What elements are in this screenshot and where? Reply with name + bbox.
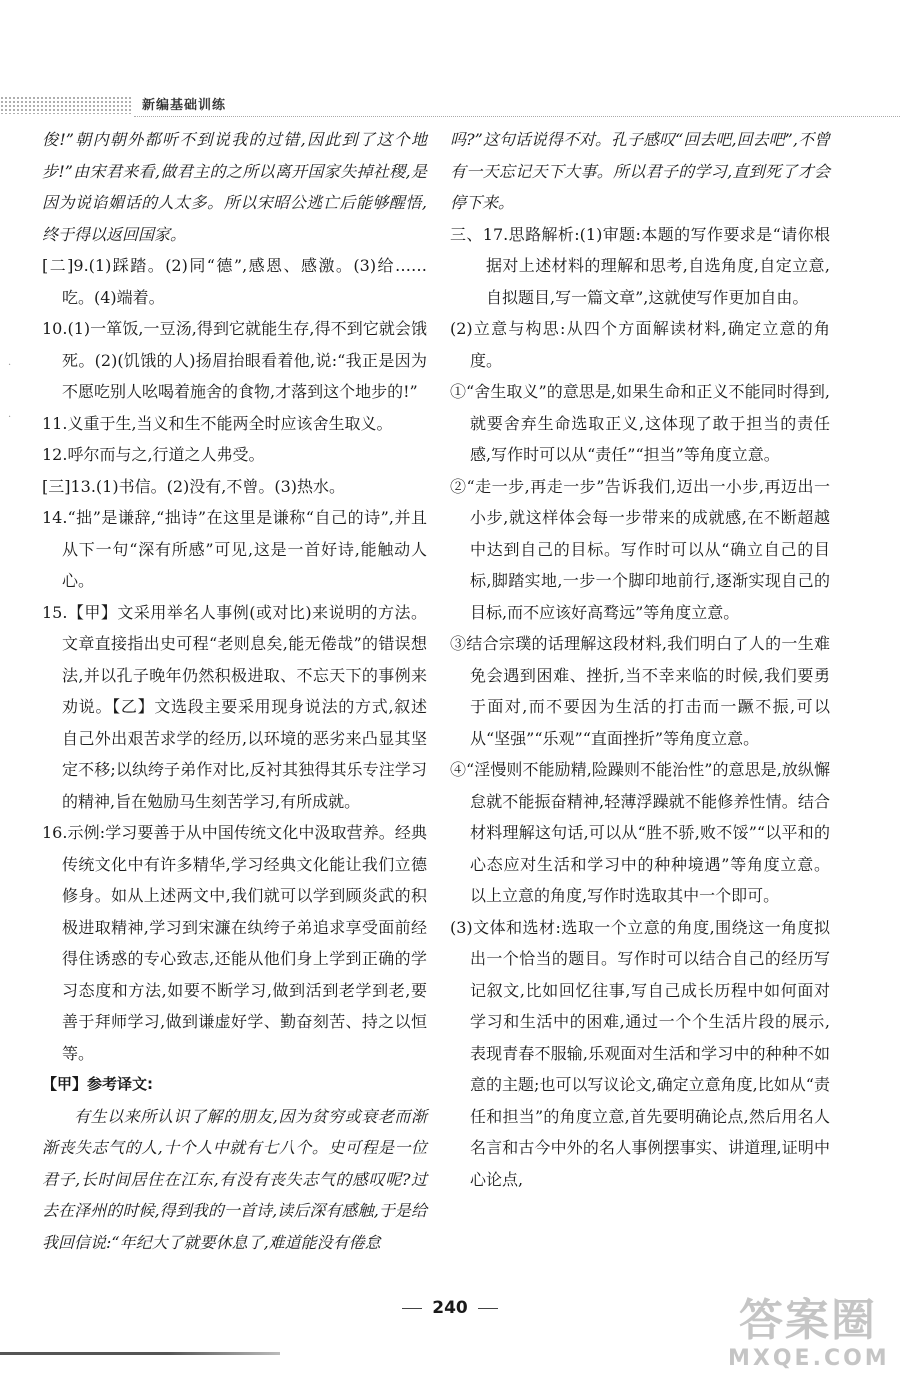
paragraph: 15.【甲】文采用举名人事例(或对比)来说明的方法。文章直接指出史可程“老则息矣,能无倦哉”的错误想法,并以孔子晚年仍然积极进取、不忘天下的事例来劝说。【乙】文选段主要采用现身说法的方式,叙述自己外出艰苦求学的经历,以环境的恶劣来凸显其坚定不移;以纨绔子弟作对比,反衬其独得其乐专注学习的精神,旨在勉励马生刻苦学习,有所成就。 [42, 602, 427, 811]
watermark-line1: 答案圈 [739, 1295, 877, 1346]
paragraph: 10.(1)一箪饭,一豆汤,得到它就能生存,得不到它就会饿死。(2)(饥饿的人)扬眉抬眼看着他,说:“我正是因为不愿吃别人吆喝着施舍的食物,才落到这个地步的!” [42, 319, 427, 401]
footer-bar [0, 1352, 280, 1355]
paragraph: 【甲】参考译文: [42, 1075, 153, 1093]
page-number-dash-right [478, 1308, 498, 1309]
paragraph: (2)立意与构思:从四个方面解读材料,确定立意的角度。 [450, 319, 830, 370]
header-band [0, 92, 900, 118]
paragraph: 12.呼尔而与之,行道之人弗受。 [42, 445, 265, 464]
paragraph: 吗?”这句话说得不对。孔子感叹“回去吧,回去吧”,不曾有一天忘记天下大事。所以君子的学习,直到死了才会停下来。 [450, 130, 830, 212]
paragraph: [二]9.(1)踩踏。(2)同“德”,感恩、感激。(3)给……吃。(4)端着。 [42, 256, 427, 307]
paragraph: 有生以来所认识了解的朋友,因为贫穷或衰老而渐渐丧失志气的人,十个人中就有七八个。史可程是一位君子,长时间居住在江东,有没有丧失志气的感叹呢?过去在泽州的时候,得到我的一首诗,读后深有感触,于是给我回信说:“年纪大了就要休息了,难道能没有倦怠 [42, 1106, 427, 1252]
paragraph: ③结合宗璞的话理解这段材料,我们明白了人的一生难免会遇到困难、挫折,当不幸来临的时候,我们要勇于面对,而不要因为生活的打击而一蹶不振,可以从“坚强”“乐观”“直面挫折”等角度立意。 [450, 634, 830, 748]
watermark-logo [728, 1296, 888, 1382]
header-dot-pattern [0, 96, 132, 114]
paragraph: 俊!”朝内朝外都听不到说我的过错,因此到了这个地步!”由宋君来看,做君主的之所以离开国家失掉社稷,是因为说谄媚话的人太多。所以宋昭公逃亡后能够醒悟,终于得以返回国家。 [42, 130, 427, 244]
paragraph: ①“舍生取义”的意思是,如果生命和正义不能同时得到,就要舍弃生命选取正义,这体现了敢于担当的责任感,写作时可以从“责任”“担当”等角度立意。 [450, 382, 830, 464]
paragraph: [三]13.(1)书信。(2)没有,不曾。(3)热水。 [42, 476, 346, 496]
paragraph: 三、17.思路解析:(1)审题:本题的写作要求是“请你根据对上述材料的理解和思考,自选角度,自定立意,自拟题目,写一篇文章”,这就使写作更加自由。 [450, 224, 830, 307]
watermark-line2: MXQE.COM [728, 1346, 890, 1371]
margin-mark: · [8, 360, 12, 371]
paragraph: 14.“拙”是谦辞,“拙诗”在这里是谦称“自己的诗”,并且从下一句“深有所感”可见,这是一首好诗,能触动人心。 [42, 508, 427, 590]
paragraph: ④“淫慢则不能励精,险躁则不能治性”的意思是,放纵懈怠就不能振奋精神,轻薄浮躁就不能修养性情。结合材料理解这句话,可以从“胜不骄,败不馁”“以平和的心态应对生活和学习中的种种境遇”等角度立意。以上立意的角度,写作时选取其中一个即可。 [450, 760, 830, 905]
header-divider [134, 116, 900, 117]
paragraph: 11.义重于生,当义和生不能两全时应该舍生取义。 [42, 413, 393, 433]
left-column [42, 124, 427, 1258]
page-number-dash-left [402, 1308, 422, 1309]
right-column [450, 124, 830, 1195]
paragraph: 16.示例:学习要善于从中国传统文化中汲取营养。经典传统文化中有许多精华,学习经典文化能让我们立德修身。如从上述两文中,我们就可以学到顾炎武的积极进取精神,学习到宋濂在纨绔子弟追求享受面前经得住诱惑的专心致志,还能从他们身上学到正确的学习态度和方法,如要不断学习,做到活到老学到老,要善于拜师学习,做到谦虚好学、勤奋刻苦、持之以恒等。 [42, 823, 427, 1063]
book-title: 新编基础训练 [142, 98, 227, 113]
paragraph: (3)文体和选材:选取一个立意的角度,围绕这一角度拟出一个恰当的题目。写作时可以结合自己的经历写记叙文,比如回忆往事,写自己成长历程中如何面对学习和生活中的困难,通过一个个生活片段的展示,表现青春不服输,乐观面对生活和学习中的种种不如意的主题;也可以写议论文,确定立意角度,比如从“责任和担当”的角度立意,首先要明确论点,然后用名人名言和古今中外的名人事例摆事实、讲道理,证明中心论点, [450, 917, 830, 1189]
margin-mark: · [8, 412, 12, 423]
paragraph: ②“走一步,再走一步”告诉我们,迈出一小步,再迈出一小步,就这样体会每一步带来的成就感,在不断超越中达到自己的目标。写作时可以从“确立自己的目标,脚踏实地,一步一个脚印地前行,逐渐实现自己的目标,而不应该好高骛远”等角度立意。 [450, 476, 830, 622]
page-number-text: 240 [432, 1298, 468, 1318]
